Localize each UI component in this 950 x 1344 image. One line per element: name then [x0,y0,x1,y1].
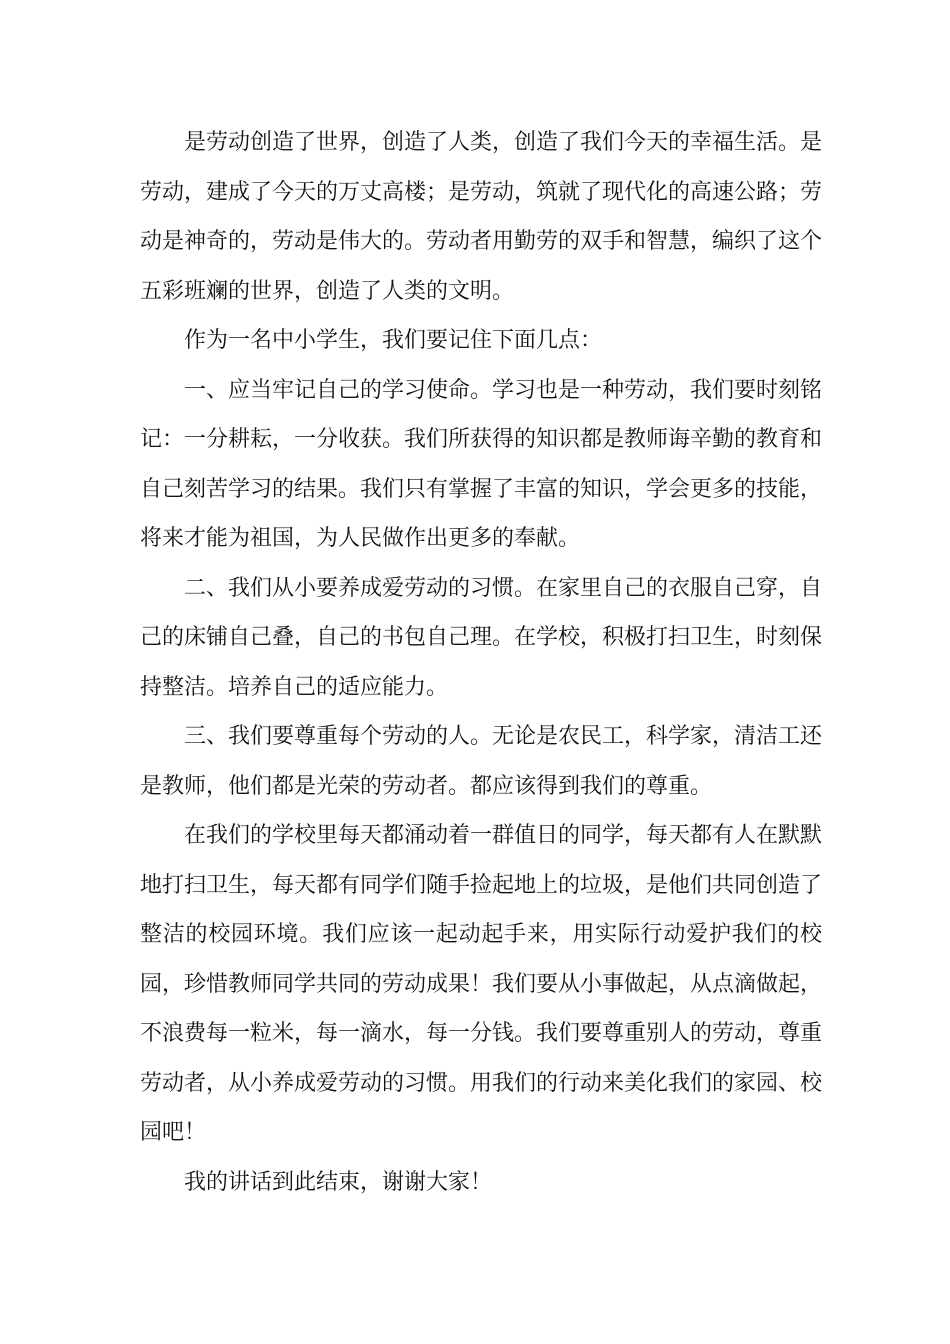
paragraph-school: 在我们的学校里每天都涌动着一群值日的同学，每天都有人在默默地打扫卫生，每天都有同学们随手捡起地上的垃圾，是他们共同创造了整洁的校园环境。我们应该一起动起手来，用实际行动爱护我们的校园，珍惜教师同学共同的劳动成果！我们要从小事做起，从点滴做起，不浪费每一粒米，每一滴水，每一分钱。我们要尊重别人的劳动，尊重劳动者，从小养成爱劳动的习惯。用我们的行动来美化我们的家园、校园吧！ [140,823,823,1145]
paragraph-point-three: 三、我们要尊重每个劳动的人。无论是农民工，科学家，清洁工还是教师，他们都是光荣的劳动者。都应该得到我们的尊重。 [140,724,823,799]
paragraph-lead-in: 作为一名中小学生，我们要记住下面几点： [184,328,603,353]
paragraph-closing: 我的讲话到此结束，谢谢大家！ [184,1169,493,1195]
paragraph-intro: 是劳动创造了世界，创造了人类，创造了我们今天的幸福生活。是劳动，建成了今天的万丈高楼；是劳动，筑就了现代化的高速公路；劳动是神奇的，劳动是伟大的。劳动者用勤劳的双手和智慧，编织了这个五彩班斓的世界，创造了人类的文明。 [140,130,823,304]
paragraph-point-one: 一、应当牢记自己的学习使命。学习也是一种劳动，我们要时刻铭记：一分耕耘，一分收获。我们所获得的知识都是教师诲辛勤的教育和自己刻苦学习的结果。我们只有掌握了丰富的知识，学会更多的技能，将来才能为祖国，为人民做作出更多的奉献。 [140,377,823,551]
paragraph-point-two: 二、我们从小要养成爱劳动的习惯。在家里自己的衣服自己穿，自己的床铺自己叠，自己的书包自己理。在学校，积极打扫卫生，时刻保持整洁。培养自己的适应能力。 [140,575,823,700]
document-body [140,118,822,1207]
